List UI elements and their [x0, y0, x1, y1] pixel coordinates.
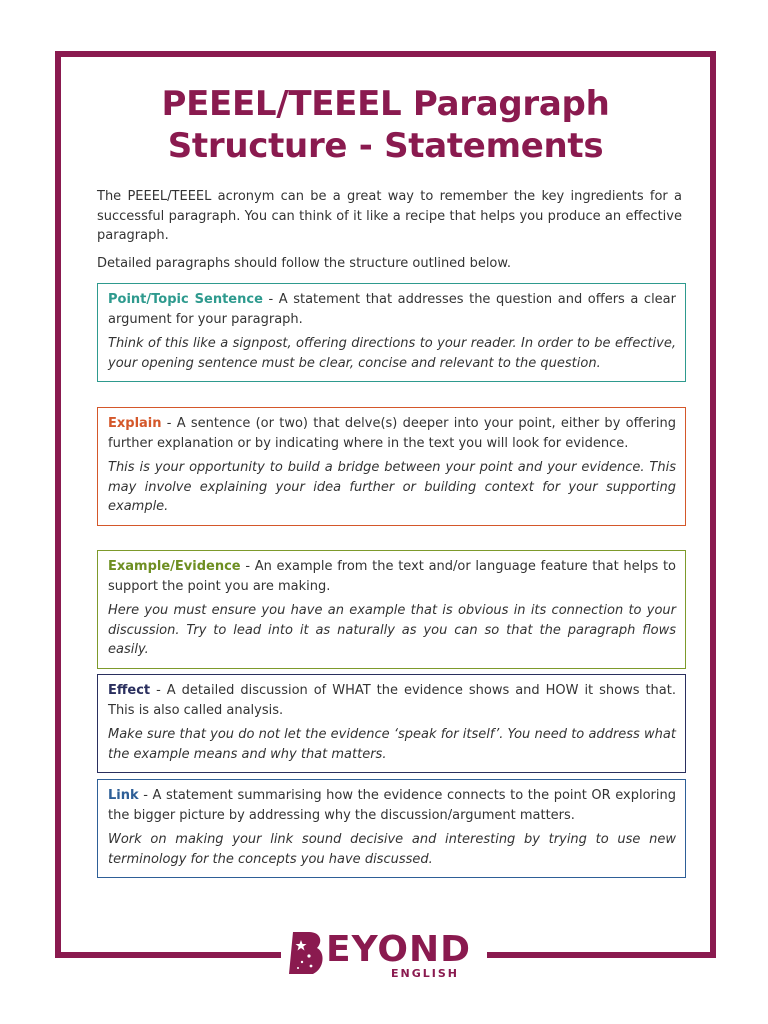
section-note: Here you must ensure you have an example that is obvious in its connection to your discussion. Try to lead into it as naturally as you can so that the paragraph flows easily. [108, 603, 676, 657]
section-term: Link [108, 788, 139, 803]
logo-wordmark: EYOND [326, 929, 471, 970]
section-example-evidence [97, 550, 686, 669]
section-definition-text: - A detailed discussion of WHAT the evidence shows and HOW it shows that. This is also called analysis. [108, 683, 676, 718]
section-term: Effect [108, 683, 151, 698]
section-note: This is your opportunity to build a bridge between your point and your evidence. This may involve explaining your idea further or building context for your supporting example. [108, 460, 676, 514]
b-star-logo-icon [287, 928, 327, 980]
beyond-english-logo [281, 924, 487, 984]
title-line-2: Structure - Statements [167, 126, 604, 166]
section-definition-text: - A statement summarising how the evidence connects to the point OR exploring the bigger picture by addressing why the discussion/argument matters. [108, 788, 676, 823]
section-definition [108, 681, 676, 720]
section-definition [108, 290, 676, 329]
section-term: Example/Evidence [108, 559, 241, 574]
section-point-topic-sentence [97, 283, 686, 382]
section-definition [108, 557, 676, 596]
section-definition [108, 414, 676, 453]
section-definition-text: - A statement that addresses the question and offers a clear argument for your paragraph. [108, 292, 676, 327]
section-definition [108, 786, 676, 825]
page-title [61, 83, 710, 167]
section-explain [97, 407, 686, 526]
section-definition-text: - A sentence (or two) that delve(s) deeper into your point, either by offering further explanation or by indicating where in the text you will look for evidence. [108, 416, 676, 451]
intro-paragraph-2: Detailed paragraphs should follow the structure outlined below. [97, 255, 511, 271]
section-note: Work on making your link sound decisive and interesting by trying to use new terminology for the concepts you have discussed. [108, 832, 676, 867]
page-frame [55, 51, 716, 958]
section-note: Think of this like a signpost, offering directions to your reader. In order to be effective, your opening sentence must be clear, concise and relevant to the question. [108, 336, 676, 371]
logo-subtitle: ENGLISH [391, 967, 459, 980]
section-link [97, 779, 686, 878]
section-effect [97, 674, 686, 773]
intro-paragraph-1: The PEEEL/TEEEL acronym can be a great way to remember the key ingredients for a successful paragraph. You can think of it like a recipe that helps you produce an effective paragraph. [97, 189, 682, 243]
section-note: Make sure that you do not let the evidence ‘speak for itself’. You need to address what the example means and why that matters. [108, 727, 676, 762]
intro-text [97, 187, 682, 273]
title-line-1: PEEEL/TEEEL Paragraph [161, 84, 610, 124]
section-term: Point/Topic Sentence [108, 292, 263, 307]
section-term: Explain [108, 416, 162, 431]
section-definition-text: - An example from the text and/or language feature that helps to support the point you are making. [108, 559, 676, 594]
